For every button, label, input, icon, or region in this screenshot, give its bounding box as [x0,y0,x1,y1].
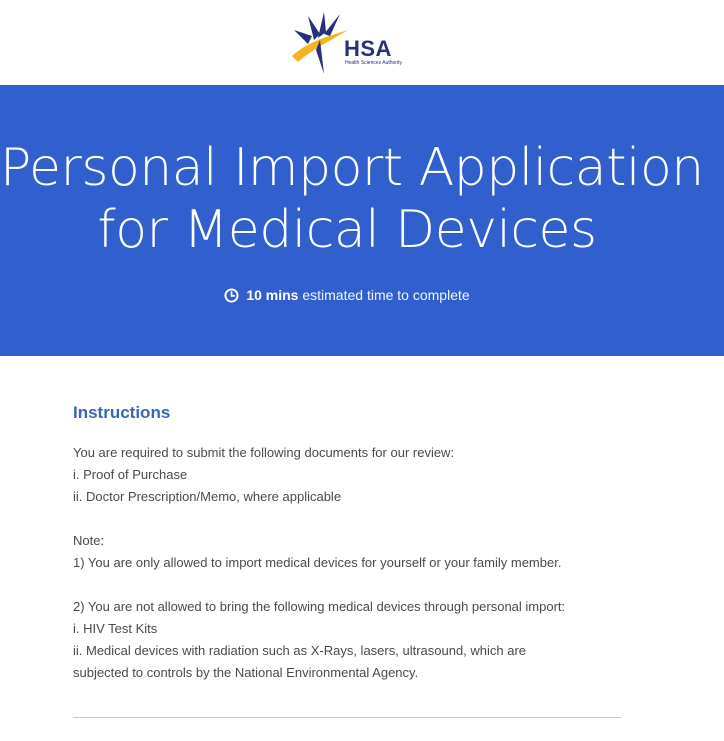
instructions-body [73,442,633,684]
section-divider [73,717,621,718]
instruction-line: i. Proof of Purchase [73,467,188,482]
spacer [73,574,633,596]
instructions-heading: Instructions [73,403,171,422]
spacer [73,508,633,530]
logo-bar [0,0,724,85]
instruction-line: You are required to submit the following documents for our review: [73,445,455,460]
estimated-time [0,287,694,303]
clock-icon [224,288,239,303]
estimated-time-label: estimated time to complete [302,287,470,303]
estimated-time-value: 10 mins [246,287,299,303]
instruction-line: i. HIV Test Kits [73,621,158,636]
instruction-line: 1) You are only allowed to import medical devices for yourself or your family member. [73,555,562,570]
instruction-line: subjected to controls by the National Environmental Agency. [73,665,419,680]
logo-text: HSA [344,36,392,61]
instruction-line: 2) You are not allowed to bring the following medical devices through personal import: [73,599,566,614]
instruction-line: ii. Doctor Prescription/Memo, where applicable [73,489,342,504]
instruction-line: Note: [73,533,105,548]
hsa-logo[interactable] [290,10,410,76]
instruction-line: ii. Medical devices with radiation such as X-Rays, lasers, ultrasound, which are [73,643,527,658]
page-title-line-2: for Medical Devices [97,200,597,260]
page-title-line-1: Personal Import Application [0,138,704,198]
logo-subtext: Health Sciences Authority [345,60,402,66]
page-title [0,137,704,261]
hero-banner [0,85,724,356]
hsa-emblem-icon [290,10,350,76]
